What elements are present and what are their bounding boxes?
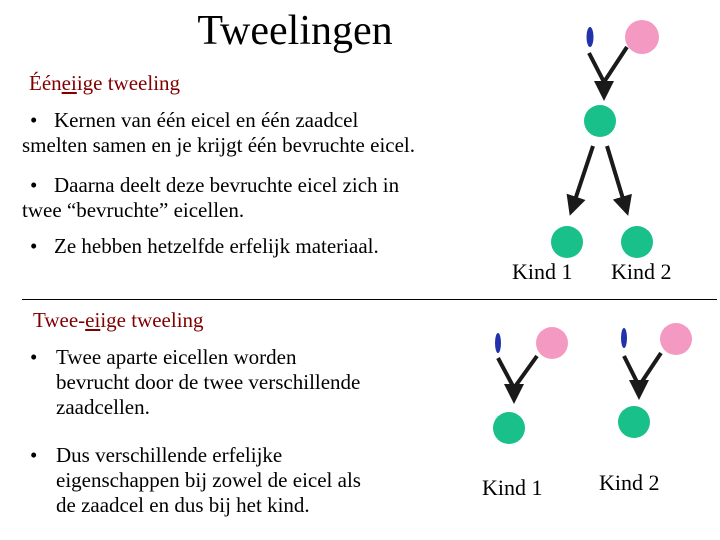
identical-child-2-label: Kind 2 [611, 259, 672, 284]
bullet-text: Kernen van één eicel en één zaadcel [54, 108, 359, 132]
sperm-cell-icon [495, 333, 501, 353]
fraternal-twin-2-diagram [618, 323, 692, 438]
sperm-cell-icon [587, 27, 594, 47]
fusion-arrow-icon [624, 353, 661, 386]
heading-underlined: ei [61, 71, 77, 95]
bullet-text: twee “bevruchte” eicellen. [22, 198, 245, 222]
fertilized-egg-icon [584, 105, 616, 137]
heading-suffix: ige tweeling [76, 71, 181, 95]
egg-cell-icon [660, 323, 692, 355]
bullet-text: Dus verschillende erfelijke [56, 443, 283, 467]
bullet-text: de zaadcel en dus bij het kind. [56, 493, 310, 517]
heading-suffix: ige tweeling [100, 308, 204, 332]
bullet-marker: • [30, 345, 38, 369]
bullet-marker: • [30, 443, 38, 467]
identical-twins-diagram [551, 20, 659, 258]
fusion-arrow-icon [589, 47, 627, 82]
egg-cell-icon [625, 20, 659, 54]
split-arrow-left-icon [571, 146, 593, 212]
heading-prefix: Twee- [33, 308, 86, 332]
bullet-text: Twee aparte eicellen worden [56, 345, 297, 369]
embryo-1-icon [551, 226, 583, 258]
bullet-marker: • [30, 234, 38, 258]
fusion-arrow-icon [498, 356, 537, 388]
fraternal-child-2-label: Kind 2 [599, 470, 660, 495]
bullet-marker: • [30, 108, 38, 132]
sperm-cell-icon [621, 328, 627, 348]
heading-underlined: ei [85, 308, 101, 332]
fertilized-egg-icon [493, 412, 525, 444]
split-arrow-right-icon [607, 146, 627, 212]
page-title: Tweelingen [197, 8, 393, 54]
bullet-text: Daarna deelt deze bevruchte eicel zich in [54, 173, 400, 197]
embryo-2-icon [621, 226, 653, 258]
bullet-text: Ze hebben hetzelfde erfelijk materiaal. [54, 234, 379, 258]
fraternal-child-1-label: Kind 1 [482, 475, 543, 500]
bullet-text: zaadcellen. [56, 395, 150, 419]
bullet-marker: • [30, 173, 38, 197]
identical-child-1-label: Kind 1 [512, 259, 573, 284]
egg-cell-icon [536, 327, 568, 359]
bullet-text: eigenschappen bij zowel de eicel als [56, 468, 361, 492]
bullet-text: bevrucht door de twee verschillende [56, 370, 361, 394]
bullet-text: smelten samen en je krijgt één bevruchte eicel. [22, 133, 416, 157]
fertilized-egg-icon [618, 406, 650, 438]
heading-prefix: Één [29, 71, 62, 95]
fraternal-twin-1-diagram [493, 327, 568, 444]
